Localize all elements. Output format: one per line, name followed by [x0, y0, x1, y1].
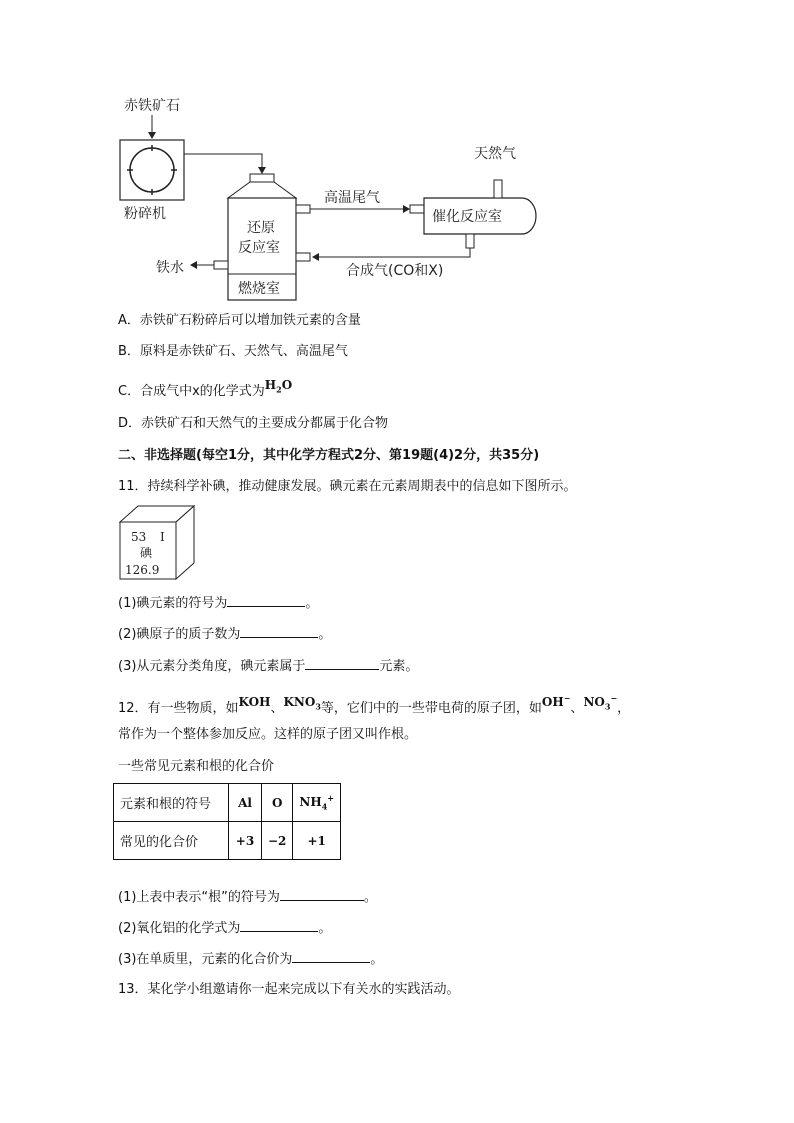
q11-answer-2[interactable]: [240, 623, 318, 638]
syngas-label: 合成气(CO和X): [346, 263, 444, 279]
option-b: B．原料是赤铁矿石、天然气、高温尾气: [118, 344, 348, 359]
cell-nh4-valence: +1: [293, 822, 341, 860]
q12-part1-end: 。: [363, 890, 377, 905]
iron-label: 铁水: [156, 260, 184, 276]
ore-label: 赤铁矿石: [124, 98, 180, 114]
q12-part1-text: (1)上表中表示“根”的符号为: [118, 890, 280, 905]
q13-stem: 13．某化学小组邀请你一起来完成以下有关水的实践活动。: [118, 982, 460, 997]
gas-label: 天然气: [474, 146, 516, 162]
formula-no3: $NO_3^-$: [583, 693, 618, 712]
q12-line2: 常作为一个整体参加反应。这样的原子团又叫作根。: [118, 727, 418, 742]
q12-stem-c: 等，它们中的一些带电荷的原子团，如: [320, 701, 542, 716]
q11-part2-end: 。: [318, 627, 332, 642]
q12-part1: [118, 886, 377, 908]
q12-stem-b: 、: [270, 701, 284, 716]
card-symbol: I: [160, 530, 165, 544]
formula-koh: KOH: [238, 695, 271, 709]
burn-label: 燃烧室: [238, 281, 280, 297]
q11-part1-text: (1)碘元素的符号为: [118, 596, 228, 611]
q11-part3-text: (3)从元素分类角度，碘元素属于: [118, 659, 306, 674]
catalyst-label: 催化反应室: [432, 209, 502, 225]
q12-part2-end: 。: [318, 921, 332, 936]
q12-part2-text: (2)氧化铝的化学式为: [118, 921, 241, 936]
formula-h2o: $H_2O$: [264, 378, 293, 395]
q12-table-title: 一些常见元素和根的化合价: [118, 759, 275, 774]
q11-stem: 11．持续科学补碘，推动健康发展。碘元素在元素周期表中的信息如下图所示。: [118, 479, 577, 494]
q12-part3-end: 。: [370, 952, 384, 967]
q11-answer-3[interactable]: [305, 655, 379, 670]
q11-part3-end: 元素。: [379, 659, 419, 674]
row2-head: 常见的化合价: [114, 822, 229, 860]
cell-o: O: [262, 784, 293, 822]
valence-table: [113, 783, 341, 860]
q12-answer-1[interactable]: [280, 886, 364, 901]
option-a: A．赤铁矿石粉碎后可以增加铁元素的含量: [118, 313, 361, 328]
row1-head: 元素和根的符号: [114, 784, 229, 822]
q11-part2: [118, 623, 331, 645]
q12-part3: [118, 948, 383, 970]
card-name: 碘: [140, 546, 153, 560]
cell-al: Al: [229, 784, 262, 822]
option-c: [118, 378, 293, 405]
q11-part1-end: 。: [305, 596, 319, 611]
reducer-label-2: 反应室: [238, 240, 280, 256]
q11-part2-text: (2)碘原子的质子数为: [118, 627, 241, 642]
element-card: [118, 504, 198, 582]
exhaust-label: 高温尾气: [324, 190, 380, 206]
q12-part3-text: (3)在单质里，元素的化合价为: [118, 952, 293, 967]
q11-answer-1[interactable]: [227, 592, 305, 607]
reducer-label-1: 还原: [247, 220, 275, 236]
q12-answer-3[interactable]: [292, 948, 370, 963]
q12-stem: [118, 694, 630, 722]
cell-al-valence: +3: [229, 822, 262, 860]
process-diagram: [110, 90, 550, 305]
q12-stem-a: 12．有一些物质，如: [118, 701, 239, 716]
section-heading: 二、非选择题(每空1分，其中化学方程式2分、第19题(4)2分，共35分): [118, 448, 540, 463]
formula-kno3: $KNO_3$: [283, 695, 321, 712]
q12-stem-e: ，: [617, 701, 631, 716]
q12-part2: [118, 917, 331, 939]
table-row: [114, 784, 341, 822]
option-d: D．赤铁矿石和天然气的主要成分都属于化合物: [118, 416, 389, 431]
cell-nh4: $NH_4^+$: [293, 784, 341, 822]
q11-part1: [118, 592, 318, 614]
card-number: 53: [131, 530, 147, 544]
cell-o-valence: −2: [262, 822, 293, 860]
formula-oh: OH−: [541, 693, 571, 709]
table-row: [114, 822, 341, 860]
crusher-label: 粉碎机: [124, 206, 166, 222]
option-c-text: C．合成气中x的化学式为: [118, 384, 265, 399]
q12-answer-2[interactable]: [240, 917, 318, 932]
card-mass: 126.9: [125, 563, 160, 577]
q11-part3: [118, 655, 418, 677]
q12-stem-d: 、: [570, 701, 584, 716]
